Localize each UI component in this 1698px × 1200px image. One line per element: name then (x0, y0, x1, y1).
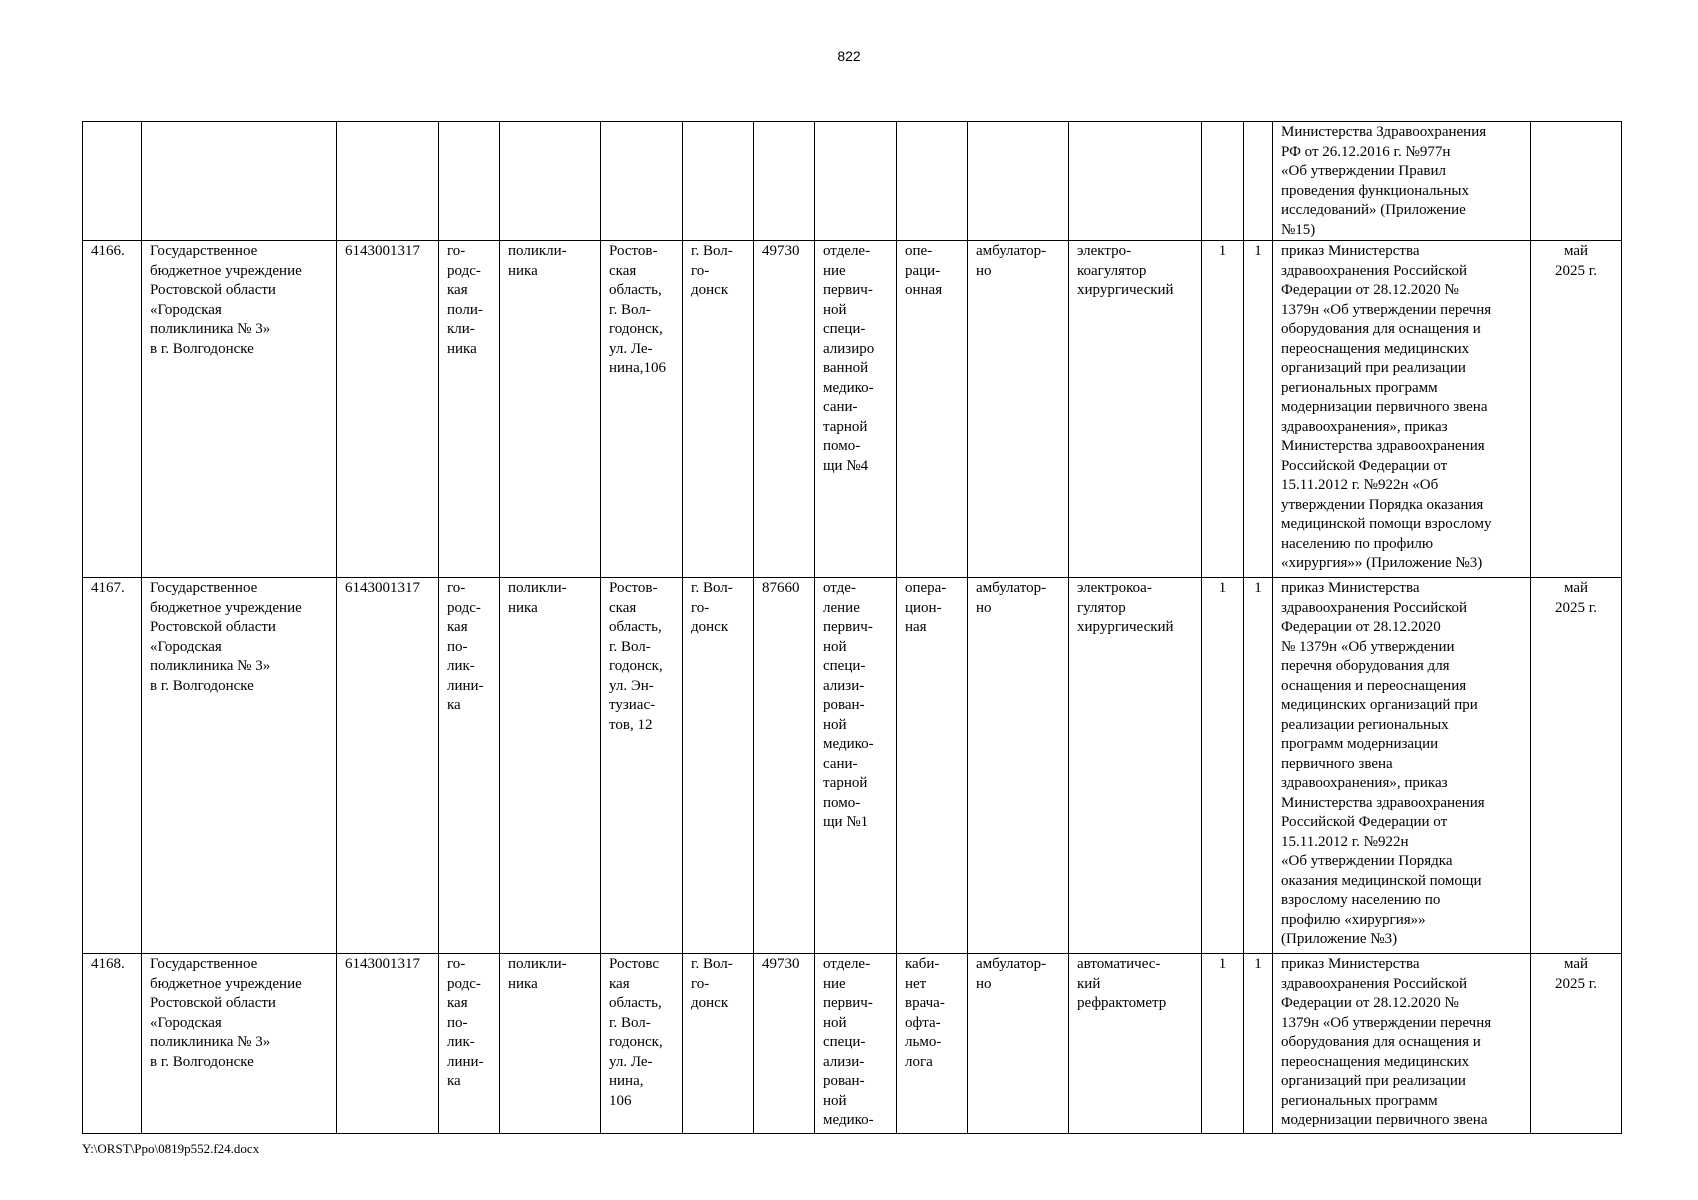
cell-date: май 2025 г. (1531, 954, 1622, 1134)
cell-empty (439, 122, 500, 241)
cell-address: Ростовс кая область, г. Вол- годонск, ул. Ле- нина, 106 (601, 954, 683, 1134)
cell-org-kind: поликли- ника (500, 954, 601, 1134)
cell-quantity: 1 (1244, 578, 1273, 954)
cell-empty (1531, 122, 1622, 241)
cell-organization: Государственное бюджетное учреждение Ростовской области «Городская поликлиника № 3» в г. Волгодонске (142, 954, 337, 1134)
table-row (83, 241, 1622, 578)
cell-empty (500, 122, 601, 241)
cell-empty (601, 122, 683, 241)
cell-date: май 2025 г. (1531, 578, 1622, 954)
cell-city: г. Вол- го- донск (683, 241, 754, 578)
cell-equipment: автоматичес- кий рефрактометр (1069, 954, 1202, 1134)
cell-care-mode: амбулатор- но (968, 241, 1069, 578)
cell-address: Ростов- ская область, г. Вол- годонск, ул. Ле- нина,106 (601, 241, 683, 578)
cell-empty (683, 122, 754, 241)
cell-number: 4166. (83, 241, 142, 578)
cell-city: г. Вол- го- донск (683, 578, 754, 954)
cell-empty (1202, 122, 1244, 241)
cell-inn: 6143001317 (337, 241, 439, 578)
cell-org-kind: поликли- ника (500, 241, 601, 578)
cell-org-type: го- родс- кая по- лик- лини- ка (439, 578, 500, 954)
cell-care-mode: амбулатор- но (968, 954, 1069, 1134)
cell-care-mode: амбулатор- но (968, 578, 1069, 954)
cell-basis: приказ Министерства здравоохранения Российской Федерации от 28.12.2020 № 1379н «Об утверждении перечня оборудования для оснащения и переоснащения медицинских организаций при реализации региональных программ модернизации первичного звена здравоохранения», приказ Министерства здравоохранения Российской Федерации от 15.11.2012 г. №922н «Об утверждении Порядка оказания медицинской помощи взрослому населению по профилю «хирургия»» (Приложение №3) (1273, 241, 1531, 578)
page-number: 822 (837, 48, 861, 64)
cell-code: 49730 (754, 241, 815, 578)
cell-quantity: 1 (1202, 954, 1244, 1134)
cell-empty (815, 122, 897, 241)
cell-code: 49730 (754, 954, 815, 1134)
cell-quantity: 1 (1202, 241, 1244, 578)
cell-empty (1069, 122, 1202, 241)
cell-quantity: 1 (1244, 954, 1273, 1134)
cell-number: 4167. (83, 578, 142, 954)
cell-room: каби- нет врача- офта- льмо- лога (897, 954, 968, 1134)
cell-quantity: 1 (1202, 578, 1244, 954)
cell-department: отделе- ние первич- ной специ- ализиро ванной медико- сани- тарной помо- щи №4 (815, 241, 897, 578)
footer-file-path: Y:\ORST\Ppo\0819p552.f24.docx (82, 1141, 260, 1156)
cell-organization: Государственное бюджетное учреждение Ростовской области «Городская поликлиника № 3» в г. Волгодонске (142, 578, 337, 954)
cell-empty (754, 122, 815, 241)
cell-org-type: го- родс- кая поли- кли- ника (439, 241, 500, 578)
cell-basis: приказ Министерства здравоохранения Российской Федерации от 28.12.2020 № 1379н «Об утверждении перечня оборудования для оснащения и переоснащения медицинских организаций при реализации региональных программ модернизации первичного звена здравоохранения», приказ Министерства здравоохранения Российской Федерации от 15.11.2012 г. №922н «Об утверждении Порядка оказания медицинской помощи взрослому населению по профилю «хирургия»» (Приложение №3) (1273, 578, 1531, 954)
cell-equipment: электро- коагулятор хирургический (1069, 241, 1202, 578)
cell-room: опера- цион- ная (897, 578, 968, 954)
cell-org-type: го- родс- кая по- лик- лини- ка (439, 954, 500, 1134)
table-row (83, 578, 1622, 954)
cell-date: май 2025 г. (1531, 241, 1622, 578)
table-row (83, 954, 1622, 1134)
cell-department: отде- ление первич- ной специ- ализи- рован- ной медико- сани- тарной помо- щи №1 (815, 578, 897, 954)
cell-org-kind: поликли- ника (500, 578, 601, 954)
cell-department: отделе- ние первич- ной специ- ализи- рован- ной медико- (815, 954, 897, 1134)
cell-city: г. Вол- го- донск (683, 954, 754, 1134)
table-row-continuation (83, 122, 1622, 241)
cell-address: Ростов- ская область, г. Вол- годонск, ул. Эн- тузиас- тов, 12 (601, 578, 683, 954)
cell-empty (897, 122, 968, 241)
cell-code: 87660 (754, 578, 815, 954)
cell-empty (1244, 122, 1273, 241)
equipment-table (82, 121, 1622, 1134)
cell-quantity: 1 (1244, 241, 1273, 578)
cell-empty (337, 122, 439, 241)
cell-equipment: электрокоа- гулятор хирургический (1069, 578, 1202, 954)
cell-inn: 6143001317 (337, 578, 439, 954)
cell-basis: приказ Министерства здравоохранения Российской Федерации от 28.12.2020 № 1379н «Об утверждении перечня оборудования для оснащения и переоснащения медицинских организаций при реализации региональных программ модернизации первичного звена (1273, 954, 1531, 1134)
cell-empty (83, 122, 142, 241)
cell-number: 4168. (83, 954, 142, 1134)
cell-empty (968, 122, 1069, 241)
cell-basis: Министерства Здравоохранения РФ от 26.12.2016 г. №977н «Об утверждении Правил проведения функциональных исследований» (Приложение №15) (1273, 122, 1531, 241)
cell-organization: Государственное бюджетное учреждение Ростовской области «Городская поликлиника № 3» в г. Волгодонске (142, 241, 337, 578)
cell-empty (142, 122, 337, 241)
cell-inn: 6143001317 (337, 954, 439, 1134)
cell-room: опе- раци- онная (897, 241, 968, 578)
